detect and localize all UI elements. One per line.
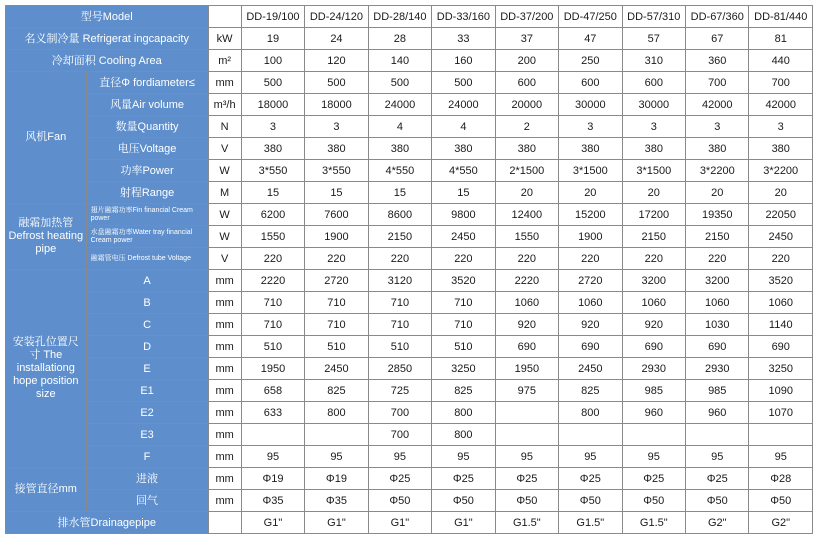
unit-cell [208, 6, 241, 28]
install-sub-label: A [86, 270, 208, 292]
model-label: 型号Model [6, 6, 209, 28]
pipe-cell: Φ50 [432, 490, 495, 512]
install-cell [559, 424, 622, 446]
unit-cell: W [208, 160, 241, 182]
install-sub-label: E2 [86, 402, 208, 424]
pipe-cell: Φ19 [241, 468, 304, 490]
unit-cell: mm [208, 358, 241, 380]
install-cell: 3250 [432, 358, 495, 380]
install-cell: 1060 [749, 292, 813, 314]
cooling-area-row-label: 冷却面积 Cooling Area [6, 50, 209, 72]
unit-cell: V [208, 248, 241, 270]
defrost-cell: 17200 [622, 204, 685, 226]
install-cell: 690 [749, 336, 813, 358]
defrost-cell: 19350 [686, 204, 749, 226]
install-cell: 800 [432, 424, 495, 446]
drain-cell: G1" [305, 512, 368, 534]
install-cell: 1060 [559, 292, 622, 314]
drain-cell: G1.5" [559, 512, 622, 534]
defrost-cell: 220 [749, 248, 813, 270]
install-cell: 3250 [749, 358, 813, 380]
install-cell [686, 424, 749, 446]
unit-cell: W [208, 204, 241, 226]
defrost-row [6, 248, 813, 270]
install-cell: 2720 [305, 270, 368, 292]
install-cell: 1950 [495, 358, 558, 380]
install-sub-label: D [86, 336, 208, 358]
defrost-cell: 8600 [368, 204, 431, 226]
cooling-area-row-cell: 440 [749, 50, 813, 72]
install-cell: 700 [368, 402, 431, 424]
pipe-cell: Φ25 [559, 468, 622, 490]
model-name: DD-81/440 [749, 6, 813, 28]
install-cell: 960 [686, 402, 749, 424]
defrost-cell: 7600 [305, 204, 368, 226]
pipe-cell: Φ50 [495, 490, 558, 512]
spec-table [5, 5, 813, 534]
cooling-area-row-cell: 160 [432, 50, 495, 72]
install-cell: 1140 [749, 314, 813, 336]
defrost-cell: 220 [686, 248, 749, 270]
fan-cell: 3*1500 [622, 160, 685, 182]
defrost-sub-label: 融霜管电压 Defrost tube Voltage [86, 248, 208, 270]
fan-cell: 18000 [241, 94, 304, 116]
install-cell: 985 [686, 380, 749, 402]
fan-sub-label: 射程Range [86, 182, 208, 204]
pipe-sub-label: 进液 [86, 468, 208, 490]
pipe-row [6, 468, 813, 490]
model-name: DD-37/200 [495, 6, 558, 28]
install-cell: 1060 [686, 292, 749, 314]
install-cell: 2720 [559, 270, 622, 292]
install-cell: 825 [305, 380, 368, 402]
install-cell: 1060 [495, 292, 558, 314]
install-cell: 95 [686, 446, 749, 468]
install-cell: 510 [432, 336, 495, 358]
unit-cell: V [208, 138, 241, 160]
model-name: DD-28/140 [368, 6, 431, 28]
install-cell: 1950 [241, 358, 304, 380]
fan-cell: 500 [432, 72, 495, 94]
fan-sub-label: 功率Power [86, 160, 208, 182]
fan-cell: 20 [749, 182, 813, 204]
install-cell: 3200 [622, 270, 685, 292]
defrost-cell: 2450 [432, 226, 495, 248]
capacity-row-label: 名义制冷量 Refrigerat ingcapacity [6, 28, 209, 50]
drain-row [6, 512, 813, 534]
capacity-row-cell: 57 [622, 28, 685, 50]
fan-cell: 700 [686, 72, 749, 94]
fan-cell: 380 [686, 138, 749, 160]
pipe-cell: Φ25 [368, 468, 431, 490]
install-cell: 710 [241, 292, 304, 314]
pipe-cell: Φ50 [368, 490, 431, 512]
fan-cell: 700 [749, 72, 813, 94]
install-cell [305, 424, 368, 446]
defrost-cell: 15200 [559, 204, 622, 226]
fan-cell: 20 [686, 182, 749, 204]
install-cell: 2930 [686, 358, 749, 380]
install-cell: 3200 [686, 270, 749, 292]
fan-cell: 20 [559, 182, 622, 204]
install-cell: 3520 [432, 270, 495, 292]
install-group-label: 安装孔位置尺寸 The installationg hope position size [6, 270, 87, 468]
install-cell: 2850 [368, 358, 431, 380]
defrost-cell: 12400 [495, 204, 558, 226]
fan-cell: 600 [622, 72, 685, 94]
install-cell: 690 [622, 336, 685, 358]
unit-cell: kW [208, 28, 241, 50]
install-row [6, 446, 813, 468]
cooling-area-row-cell: 100 [241, 50, 304, 72]
install-cell: 960 [622, 402, 685, 424]
install-cell: 710 [305, 314, 368, 336]
install-row [6, 336, 813, 358]
pipe-cell: Φ25 [495, 468, 558, 490]
unit-cell: mm [208, 336, 241, 358]
fan-row [6, 94, 813, 116]
install-cell: 2220 [495, 270, 558, 292]
fan-cell: 4 [432, 116, 495, 138]
install-cell: 825 [432, 380, 495, 402]
install-cell: 95 [749, 446, 813, 468]
install-cell: 825 [559, 380, 622, 402]
unit-cell: mm [208, 314, 241, 336]
defrost-cell: 22050 [749, 204, 813, 226]
drain-cell: G1.5" [495, 512, 558, 534]
install-cell: 2930 [622, 358, 685, 380]
install-row [6, 270, 813, 292]
cooling-area-row-cell: 140 [368, 50, 431, 72]
defrost-cell: 1550 [241, 226, 304, 248]
install-cell: 725 [368, 380, 431, 402]
install-cell: 1090 [749, 380, 813, 402]
install-cell: 3120 [368, 270, 431, 292]
fan-cell: 4 [368, 116, 431, 138]
unit-cell [208, 512, 241, 534]
cooling-area-row-cell: 120 [305, 50, 368, 72]
model-name: DD-24/120 [305, 6, 368, 28]
drain-label: 排水管Drainagepipe [6, 512, 209, 534]
fan-cell: 3*1500 [559, 160, 622, 182]
pipe-cell: Φ50 [559, 490, 622, 512]
unit-cell: m³/h [208, 94, 241, 116]
capacity-row [6, 28, 813, 50]
defrost-cell: 2150 [686, 226, 749, 248]
header-row [6, 6, 813, 28]
install-cell: 710 [241, 314, 304, 336]
defrost-cell: 6200 [241, 204, 304, 226]
fan-cell: 15 [432, 182, 495, 204]
fan-sub-label: 直径Φ fordiameter≤ [86, 72, 208, 94]
install-cell: 510 [368, 336, 431, 358]
install-cell: 95 [368, 446, 431, 468]
capacity-row-cell: 33 [432, 28, 495, 50]
install-cell: 95 [622, 446, 685, 468]
model-name: DD-67/360 [686, 6, 749, 28]
fan-cell: 380 [622, 138, 685, 160]
fan-cell: 380 [241, 138, 304, 160]
defrost-cell: 220 [241, 248, 304, 270]
fan-cell: 2 [495, 116, 558, 138]
fan-cell: 380 [368, 138, 431, 160]
model-name: DD-19/100 [241, 6, 304, 28]
capacity-row-cell: 37 [495, 28, 558, 50]
fan-cell: 3*550 [241, 160, 304, 182]
install-row [6, 314, 813, 336]
pipe-sub-label: 回气 [86, 490, 208, 512]
pipe-cell: Φ25 [432, 468, 495, 490]
unit-cell: mm [208, 72, 241, 94]
defrost-cell: 220 [368, 248, 431, 270]
drain-cell: G1" [368, 512, 431, 534]
defrost-cell: 2150 [368, 226, 431, 248]
install-cell: 2450 [305, 358, 368, 380]
install-cell: 510 [305, 336, 368, 358]
fan-cell: 24000 [432, 94, 495, 116]
defrost-cell: 2150 [622, 226, 685, 248]
capacity-row-cell: 19 [241, 28, 304, 50]
install-cell: 710 [432, 314, 495, 336]
fan-sub-label: 电压Voltage [86, 138, 208, 160]
fan-cell: 380 [559, 138, 622, 160]
pipe-cell: Φ28 [749, 468, 813, 490]
capacity-row-cell: 81 [749, 28, 813, 50]
fan-cell: 600 [495, 72, 558, 94]
fan-cell: 3 [305, 116, 368, 138]
defrost-row [6, 204, 813, 226]
pipe-cell: Φ35 [241, 490, 304, 512]
install-cell [622, 424, 685, 446]
pipe-row [6, 490, 813, 512]
unit-cell: mm [208, 468, 241, 490]
fan-row [6, 138, 813, 160]
defrost-cell: 1900 [305, 226, 368, 248]
capacity-row-cell: 28 [368, 28, 431, 50]
install-sub-label: E1 [86, 380, 208, 402]
fan-cell: 3*2200 [686, 160, 749, 182]
pipe-cell: Φ50 [686, 490, 749, 512]
unit-cell: N [208, 116, 241, 138]
install-row [6, 292, 813, 314]
fan-sub-label: 数量Quantity [86, 116, 208, 138]
unit-cell: M [208, 182, 241, 204]
fan-cell: 500 [305, 72, 368, 94]
defrost-cell: 220 [622, 248, 685, 270]
unit-cell: mm [208, 380, 241, 402]
install-sub-label: E3 [86, 424, 208, 446]
fan-cell: 3*550 [305, 160, 368, 182]
capacity-row-cell: 47 [559, 28, 622, 50]
defrost-cell: 1550 [495, 226, 558, 248]
install-cell: 658 [241, 380, 304, 402]
unit-cell: W [208, 226, 241, 248]
install-row [6, 358, 813, 380]
fan-cell: 4*550 [432, 160, 495, 182]
defrost-cell: 1900 [559, 226, 622, 248]
unit-cell: mm [208, 402, 241, 424]
unit-cell: mm [208, 270, 241, 292]
fan-cell: 500 [368, 72, 431, 94]
install-cell [495, 402, 558, 424]
fan-cell: 3 [622, 116, 685, 138]
fan-cell: 3 [749, 116, 813, 138]
pipe-cell: Φ25 [686, 468, 749, 490]
defrost-sub-label: 水盘融霜功率Water tray financial Cream power [86, 226, 208, 248]
install-cell: 1060 [622, 292, 685, 314]
fan-row [6, 116, 813, 138]
fan-sub-label: 风量Air volume [86, 94, 208, 116]
defrost-group-label: 融霜加热管 Defrost heating pipe [6, 204, 87, 270]
install-cell: 920 [622, 314, 685, 336]
model-name: DD-33/160 [432, 6, 495, 28]
unit-cell: mm [208, 424, 241, 446]
fan-cell: 15 [368, 182, 431, 204]
capacity-row-cell: 24 [305, 28, 368, 50]
fan-cell: 20000 [495, 94, 558, 116]
pipe-cell: Φ50 [622, 490, 685, 512]
install-cell: 1030 [686, 314, 749, 336]
spec-table-body [6, 6, 813, 534]
install-cell: 1070 [749, 402, 813, 424]
fan-cell: 42000 [749, 94, 813, 116]
defrost-cell: 220 [559, 248, 622, 270]
fan-cell: 380 [432, 138, 495, 160]
cooling-area-row-cell: 250 [559, 50, 622, 72]
pipe-cell: Φ35 [305, 490, 368, 512]
fan-cell: 3*2200 [749, 160, 813, 182]
fan-cell: 4*550 [368, 160, 431, 182]
fan-cell: 30000 [622, 94, 685, 116]
fan-row [6, 182, 813, 204]
fan-cell: 20 [622, 182, 685, 204]
install-cell: 985 [622, 380, 685, 402]
model-name: DD-57/310 [622, 6, 685, 28]
fan-cell: 42000 [686, 94, 749, 116]
install-cell: 95 [495, 446, 558, 468]
fan-cell: 380 [495, 138, 558, 160]
fan-cell: 3 [241, 116, 304, 138]
drain-cell: G1" [432, 512, 495, 534]
fan-cell: 3 [559, 116, 622, 138]
defrost-cell: 220 [495, 248, 558, 270]
fan-cell: 600 [559, 72, 622, 94]
pipe-cell: Φ50 [749, 490, 813, 512]
fan-cell: 380 [305, 138, 368, 160]
install-cell: 710 [368, 292, 431, 314]
install-cell: 3520 [749, 270, 813, 292]
fan-cell: 3 [686, 116, 749, 138]
pipe-group-label: 接管直径mm [6, 468, 87, 512]
install-cell: 710 [368, 314, 431, 336]
install-cell [749, 424, 813, 446]
install-cell: 700 [368, 424, 431, 446]
install-cell: 95 [305, 446, 368, 468]
install-cell: 975 [495, 380, 558, 402]
fan-cell: 15 [241, 182, 304, 204]
defrost-cell: 2450 [749, 226, 813, 248]
install-row [6, 424, 813, 446]
install-sub-label: C [86, 314, 208, 336]
defrost-cell: 9800 [432, 204, 495, 226]
install-cell: 920 [559, 314, 622, 336]
install-sub-label: B [86, 292, 208, 314]
cooling-area-row [6, 50, 813, 72]
fan-cell: 500 [241, 72, 304, 94]
install-cell: 920 [495, 314, 558, 336]
install-row [6, 380, 813, 402]
pipe-cell: Φ25 [622, 468, 685, 490]
install-cell: 510 [241, 336, 304, 358]
unit-cell: mm [208, 490, 241, 512]
fan-row [6, 72, 813, 94]
install-cell: 800 [559, 402, 622, 424]
install-cell: 2220 [241, 270, 304, 292]
drain-cell: G1.5" [622, 512, 685, 534]
install-cell: 95 [559, 446, 622, 468]
cooling-area-row-cell: 310 [622, 50, 685, 72]
unit-cell: mm [208, 446, 241, 468]
fan-cell: 24000 [368, 94, 431, 116]
install-cell [241, 424, 304, 446]
cooling-area-row-cell: 200 [495, 50, 558, 72]
install-cell: 690 [559, 336, 622, 358]
install-cell: 633 [241, 402, 304, 424]
defrost-row [6, 226, 813, 248]
defrost-sub-label: 翅片融霜功率Fin financial Cream power [86, 204, 208, 226]
install-cell: 95 [432, 446, 495, 468]
fan-row [6, 160, 813, 182]
install-cell: 710 [305, 292, 368, 314]
drain-cell: G2" [686, 512, 749, 534]
install-sub-label: F [86, 446, 208, 468]
fan-cell: 380 [749, 138, 813, 160]
install-cell: 710 [432, 292, 495, 314]
defrost-cell: 220 [432, 248, 495, 270]
install-cell [495, 424, 558, 446]
fan-group-label: 风机Fan [6, 72, 87, 204]
install-cell: 690 [495, 336, 558, 358]
model-name: DD-47/250 [559, 6, 622, 28]
install-cell: 800 [305, 402, 368, 424]
install-cell: 2450 [559, 358, 622, 380]
install-row [6, 402, 813, 424]
fan-cell: 2*1500 [495, 160, 558, 182]
cooling-area-row-cell: 360 [686, 50, 749, 72]
install-cell: 95 [241, 446, 304, 468]
install-cell: 800 [432, 402, 495, 424]
install-cell: 690 [686, 336, 749, 358]
install-sub-label: E [86, 358, 208, 380]
drain-cell: G2" [749, 512, 813, 534]
pipe-cell: Φ19 [305, 468, 368, 490]
drain-cell: G1" [241, 512, 304, 534]
defrost-cell: 220 [305, 248, 368, 270]
unit-cell: mm [208, 292, 241, 314]
fan-cell: 18000 [305, 94, 368, 116]
fan-cell: 30000 [559, 94, 622, 116]
capacity-row-cell: 67 [686, 28, 749, 50]
fan-cell: 20 [495, 182, 558, 204]
fan-cell: 15 [305, 182, 368, 204]
unit-cell: m² [208, 50, 241, 72]
